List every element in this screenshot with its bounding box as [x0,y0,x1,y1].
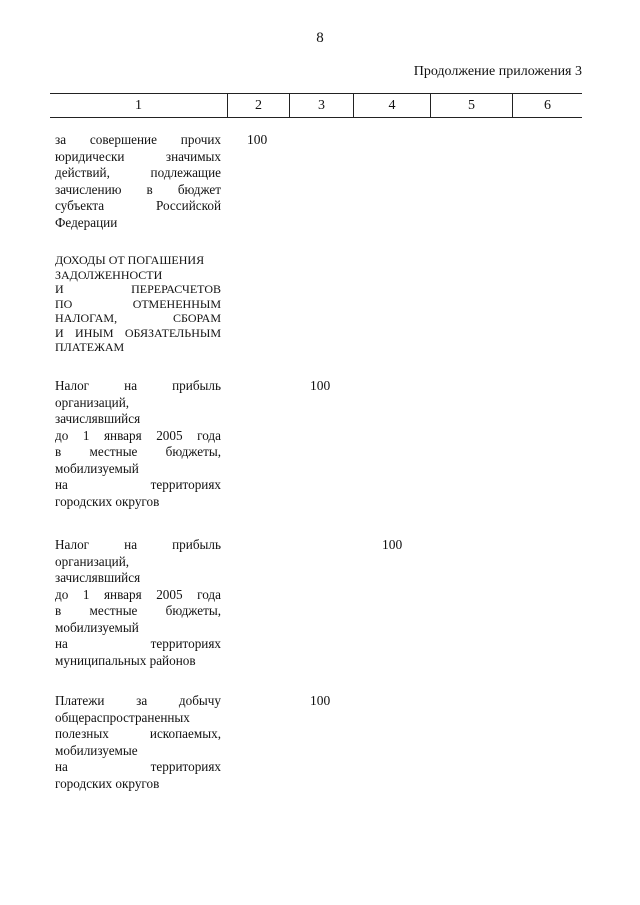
description-line: полезных ископаемых, [55,726,221,741]
column-header-1: 1 [50,94,228,117]
row-description [55,693,221,792]
description-line: зачислявшийся [55,570,141,585]
description-line: городских округов [55,775,160,791]
row-value: 100 [247,132,268,147]
description-line: на территориях [55,759,221,774]
row-value: 100 [382,537,403,552]
column-header-2: 2 [228,94,290,117]
description-line: на территориях [55,477,221,492]
description-line: до 1 января 2005 года [55,427,221,443]
description-line: общераспространенных [55,709,190,725]
description-line: ЗАДОЛЖЕННОСТИ [55,267,163,282]
description-line: И ИНЫМ ОБЯЗАТЕЛЬНЫМ [55,325,221,340]
continuation-label: Продолжение приложения 3 [413,64,582,79]
description-line: И ПЕРЕРАСЧЕТОВ [55,282,221,296]
column-header-5: 5 [431,94,513,117]
description-line: Платежи за добычу [55,693,221,708]
description-line: мобилизуемые [55,742,138,758]
description-line: за совершение прочих [55,132,221,147]
column-header-3: 3 [290,94,354,117]
description-line: ПО ОТМЕНЕННЫМ [55,296,221,311]
description-line: мобилизуемый [55,460,139,476]
description-line: ПЛАТЕЖАМ [55,340,125,354]
description-line: юридически значимых [55,148,221,164]
row-description [55,378,221,510]
description-line: на территориях [55,636,221,651]
table-header-row [50,93,582,118]
column-header-6: 6 [544,98,551,113]
description-line: до 1 января 2005 года [55,586,221,602]
column-header-4: 4 [354,94,431,117]
description-line: городских округов [55,493,160,509]
description-line: организаций, [55,394,130,410]
row-value: 100 [310,378,331,393]
description-line: мобилизуемый [55,619,139,635]
description-line: организаций, [55,553,130,569]
description-line: зачислявшийся [55,411,141,426]
description-line: НАЛОГАМ, СБОРАМ [55,311,221,325]
description-line: Федерации [55,214,118,230]
description-line: Налог на прибыль [55,537,221,552]
description-line: ДОХОДЫ ОТ ПОГАШЕНИЯ [55,253,205,267]
row-value: 100 [310,693,331,708]
description-line: муниципальных районов [55,652,196,668]
description-line: в местные бюджеты, [55,444,221,459]
row-description [55,253,221,355]
description-line: в местные бюджеты, [55,603,221,618]
page-number: 8 [316,30,324,46]
description-line: субъекта Российской [55,198,221,213]
row-description [55,132,221,231]
description-line: зачислению в бюджет [55,181,221,197]
description-line: действий, подлежащие [55,165,221,180]
row-description [55,537,221,669]
description-line: Налог на прибыль [55,378,221,393]
